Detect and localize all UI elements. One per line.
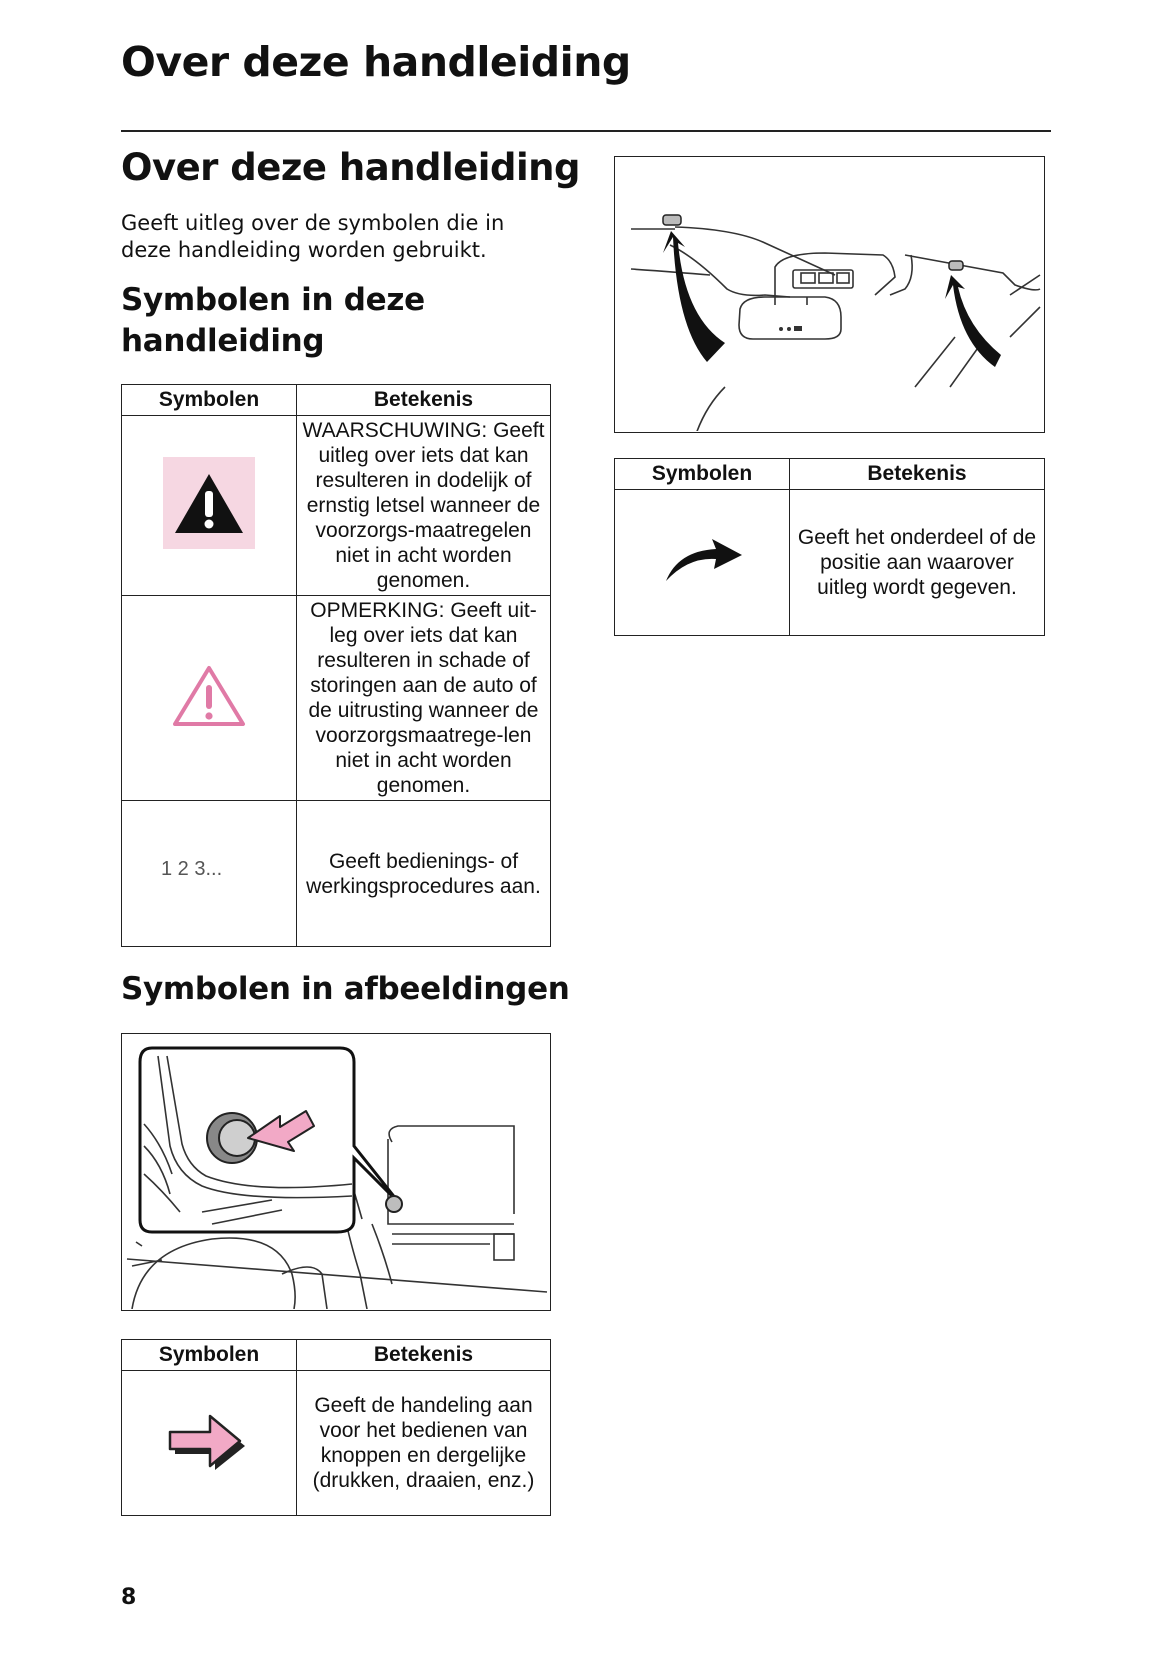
manual-symbols-heading: Symbolen in deze handleiding — [121, 282, 425, 359]
section-title: Over deze handleiding — [121, 146, 580, 189]
illustration-symbols-heading: Symbolen in afbeeldingen — [121, 971, 570, 1007]
table-row — [122, 416, 551, 596]
col-header-meaning: Betekenis — [790, 459, 1045, 490]
meaning-cell: WAARSCHUWING: Geeft uitleg over iets dat kan resulteren in dodelijk of ernstig letsel wanneer de voorzorgs-maatregelen niet in acht worden genomen. — [297, 416, 551, 596]
location-arrow-table — [614, 458, 1045, 636]
symbol-cell — [122, 801, 297, 947]
col-header-symbols: Symbolen — [615, 459, 790, 490]
ceiling-drawing — [615, 157, 1043, 431]
manual-symbols-table — [121, 384, 551, 947]
dashboard-illustration — [121, 1033, 551, 1311]
warning-filled-icon — [163, 457, 255, 549]
ceiling-illustration — [614, 156, 1045, 433]
table-row — [122, 801, 551, 947]
caution-outline-icon — [171, 663, 247, 729]
meaning-cell: Geeft de handeling aan voor het bedienen van knoppen en dergelijke (drukken, draaien, enz.) — [297, 1371, 551, 1516]
symbol-cell — [122, 1371, 297, 1516]
meaning-cell: OPMERKING: Geeft uit-leg over iets dat kan resulteren in schade of storingen aan de auto of de uitrusting wanneer de voorzorgsmaatrege-len niet in acht worden genomen. — [297, 596, 551, 801]
symbol-cell — [122, 416, 297, 596]
meaning-cell: Geeft het onderdeel of de positie aan waarover uitleg wordt gegeven. — [790, 490, 1045, 636]
symbol-cell — [615, 490, 790, 636]
steps-text: 1 2 3... — [161, 858, 223, 880]
black-location-arrow-icon — [660, 535, 744, 585]
table-row — [615, 490, 1045, 636]
col-header-meaning: Betekenis — [297, 385, 551, 416]
table-row — [122, 1371, 551, 1516]
meaning-cell: Geeft bedienings- of werkingsprocedures aan. — [297, 801, 551, 947]
pink-action-arrow-icon — [167, 1408, 251, 1474]
symbol-cell — [122, 596, 297, 801]
col-header-symbols: Symbolen — [122, 1340, 297, 1371]
steps-numbers-icon — [159, 851, 259, 891]
section-intro: Geeft uitleg over de symbolen die in deze handleiding worden gebruikt. — [121, 211, 505, 262]
page-number: 8 — [121, 1585, 137, 1610]
col-header-meaning: Betekenis — [297, 1340, 551, 1371]
col-header-symbols: Symbolen — [122, 385, 297, 416]
table-row — [122, 596, 551, 801]
dashboard-drawing — [122, 1034, 549, 1309]
action-arrow-table — [121, 1339, 551, 1516]
header-divider — [121, 130, 1051, 132]
page-title: Over deze handleiding — [121, 38, 631, 86]
